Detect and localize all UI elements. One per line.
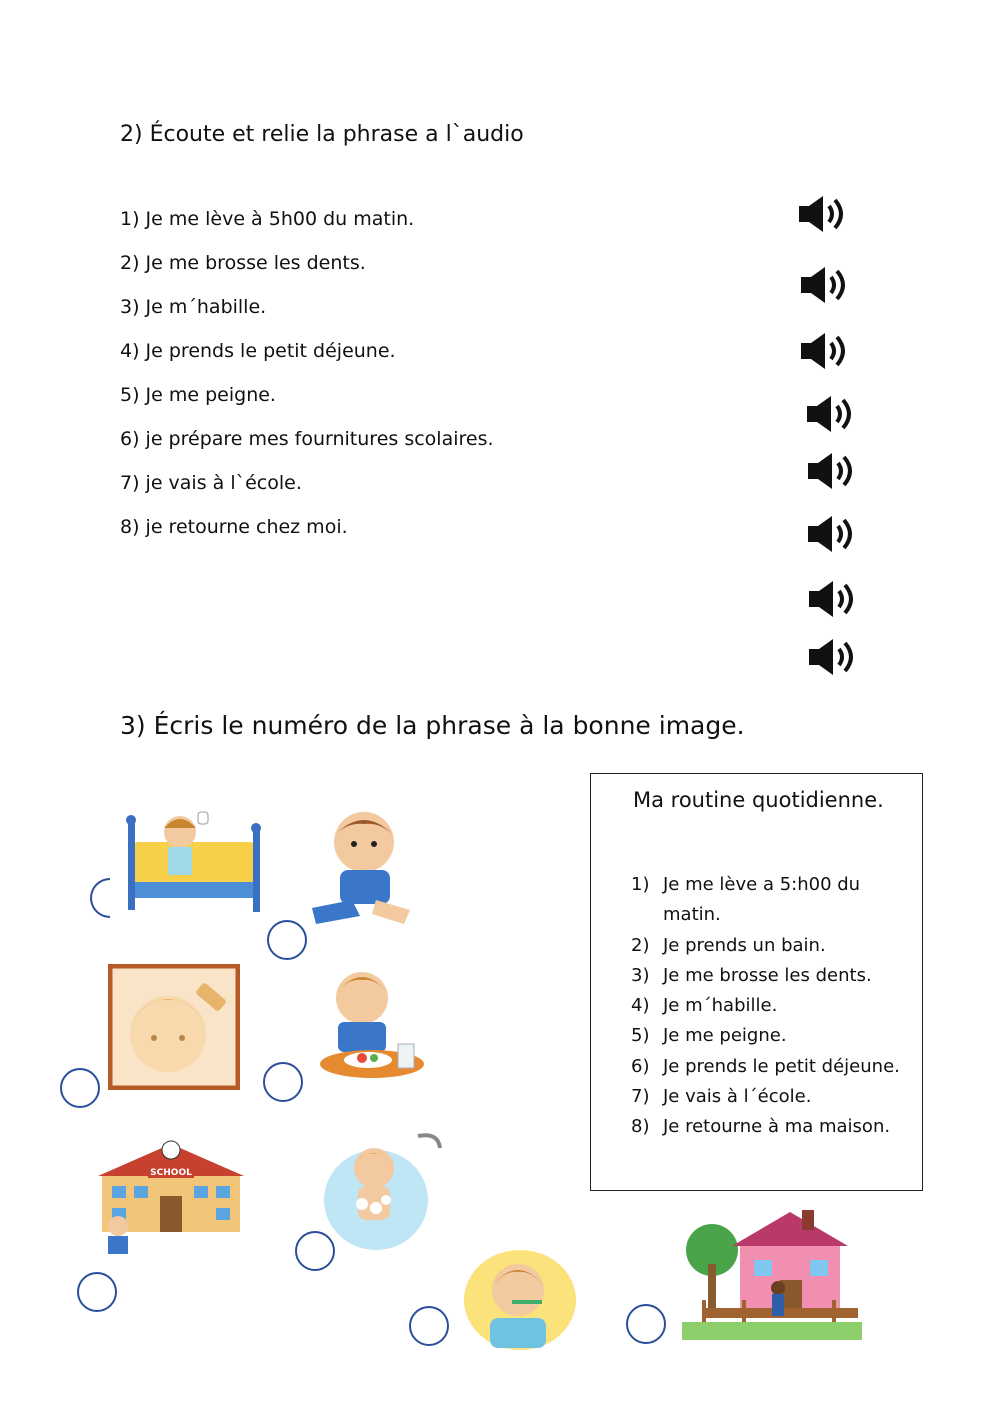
item-number: 4): [631, 995, 650, 1017]
list-item: [631, 1082, 911, 1112]
item-text: Je me brosse les dents.: [663, 964, 872, 986]
school-sign: SCHOOL: [150, 1168, 192, 1178]
item-text: Je me lève a 5:h00 du matin.: [663, 874, 861, 926]
sentence-2: 2) Je me brosse les dents.: [120, 252, 366, 274]
item-number: 5): [631, 1025, 650, 1047]
item-number: 1): [631, 874, 650, 895]
boy-combing-image: [108, 964, 240, 1090]
boy-breakfast-image: [318, 958, 428, 1084]
boy-shower-image: [322, 1128, 446, 1254]
list-item: [631, 1021, 911, 1051]
answer-circle[interactable]: [77, 1272, 117, 1312]
answer-circle[interactable]: [626, 1304, 666, 1344]
item-text: Je prends un bain.: [663, 934, 826, 956]
boy-brushing-teeth-image: [460, 1244, 580, 1352]
answer-circle[interactable]: [295, 1231, 335, 1271]
item-text: Je vais à l´école.: [663, 1086, 812, 1108]
sentence-5: 5) Je me peigne.: [120, 384, 276, 406]
answer-circle[interactable]: [267, 920, 307, 960]
list-item: [631, 991, 911, 1021]
answer-circle[interactable]: [409, 1306, 449, 1346]
item-text: Je retourne à ma maison.: [663, 1116, 891, 1138]
sentence-7: 7) je vais à l`école.: [120, 472, 302, 494]
answer-circle[interactable]: [60, 1068, 100, 1108]
speaker-icon[interactable]: [805, 394, 861, 434]
item-number: 8): [631, 1116, 650, 1138]
list-item: [631, 1052, 911, 1082]
speaker-icon[interactable]: [807, 637, 863, 677]
item-text: Je prends le petit déjeune.: [663, 1055, 900, 1077]
routine-list: [631, 870, 911, 1143]
item-number: 3): [631, 964, 650, 986]
bed-sleeping-image: [118, 792, 270, 920]
section-3-title: 3) Écris le numéro de la phrase à la bonne image.: [120, 711, 745, 740]
sentence-1: 1) Je me lève à 5h00 du matin.: [120, 208, 415, 230]
item-text: Je me peigne.: [663, 1025, 787, 1047]
speaker-icon[interactable]: [797, 194, 853, 234]
speaker-icon[interactable]: [807, 579, 863, 619]
school-image: [96, 1130, 246, 1264]
speaker-icon[interactable]: [799, 265, 855, 305]
sentence-3: 3) Je m´habille.: [120, 296, 267, 318]
item-text: Je m´habille.: [663, 995, 778, 1017]
answer-circle[interactable]: [263, 1062, 303, 1102]
item-number: 7): [631, 1086, 650, 1108]
house-image: [682, 1204, 862, 1340]
sentence-6: 6) je prépare mes fournitures scolaires.: [120, 428, 494, 450]
list-item: [631, 961, 911, 991]
section-2-title: 2) Écoute et relie la phrase a l`audio: [120, 122, 524, 147]
routine-box-title: Ma routine quotidienne.: [633, 788, 884, 812]
speaker-icon[interactable]: [799, 331, 855, 371]
list-item: [631, 931, 911, 961]
item-number: 6): [631, 1055, 650, 1077]
list-item: [631, 1112, 911, 1142]
routine-box: [590, 773, 923, 1191]
speaker-icon[interactable]: [806, 451, 862, 491]
speaker-icon[interactable]: [806, 514, 862, 554]
list-item: [631, 870, 911, 931]
sentence-4: 4) Je prends le petit déjeune.: [120, 340, 396, 362]
item-number: 2): [631, 934, 650, 956]
boy-dressing-image: [302, 800, 428, 934]
sentence-8: 8) je retourne chez moi.: [120, 516, 348, 538]
